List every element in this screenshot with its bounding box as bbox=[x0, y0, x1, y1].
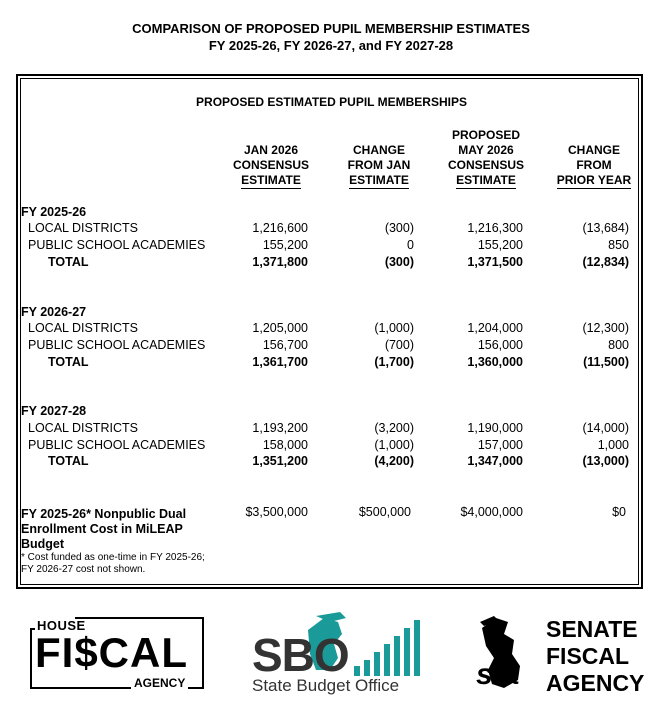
row-label-total: TOTAL bbox=[48, 255, 89, 269]
cell-change-prior-year: (12,300) bbox=[582, 321, 629, 335]
cell-change-from-jan: (300) bbox=[384, 255, 414, 269]
section-year-label: FY 2026-27 bbox=[21, 305, 87, 319]
row-label-total: TOTAL bbox=[48, 355, 89, 369]
cell-jan-estimate: $3,500,000 bbox=[245, 505, 308, 519]
cell-may-estimate: 157,000 bbox=[477, 438, 523, 452]
cell-change-from-jan: $500,000 bbox=[358, 505, 411, 519]
cell-change-from-jan: (1,000) bbox=[374, 438, 414, 452]
cell-change-from-jan: (700) bbox=[384, 338, 414, 352]
column-header-change-from-jan: CHANGE FROM JAN ESTIMATE bbox=[347, 143, 411, 187]
house-fiscal-agency-logo: HOUSE FI$CAL AGENCY bbox=[27, 616, 207, 696]
cell-may-estimate: 1,347,000 bbox=[467, 454, 523, 468]
cell-change-prior-year: (14,000) bbox=[582, 421, 629, 435]
cell-jan-estimate: 1,216,600 bbox=[252, 221, 308, 235]
cell-change-prior-year: 800 bbox=[608, 338, 629, 352]
cell-change-from-jan: (1,700) bbox=[374, 355, 414, 369]
cell-jan-estimate: 156,700 bbox=[262, 338, 308, 352]
column-header-may-estimate: PROPOSED MAY 2026 CONSENSUS ESTIMATE bbox=[447, 128, 524, 187]
column-header-jan-estimate: JAN 2026 CONSENSUS ESTIMATE bbox=[232, 143, 309, 187]
cell-jan-estimate: 1,205,000 bbox=[252, 321, 308, 335]
cell-change-prior-year: (13,684) bbox=[582, 221, 629, 235]
row-label: PUBLIC SCHOOL ACADEMIES bbox=[28, 338, 206, 352]
cell-may-estimate: 1,204,000 bbox=[467, 321, 523, 335]
section-year-label: FY 2025-26 bbox=[21, 205, 87, 219]
table-subtitle: PROPOSED ESTIMATED PUPIL MEMBERSHIPS bbox=[196, 95, 467, 109]
cell-change-prior-year: (11,500) bbox=[583, 355, 629, 369]
section-year-label: FY 2027-28 bbox=[21, 404, 87, 418]
cell-change-from-jan: (1,000) bbox=[374, 321, 414, 335]
row-label: LOCAL DISTRICTS bbox=[28, 321, 138, 335]
page-title-line-1: COMPARISON OF PROPOSED PUPIL MEMBERSHIP ESTIMATES bbox=[132, 21, 530, 36]
row-label-total: TOTAL bbox=[48, 454, 89, 468]
cell-may-estimate: 1,190,000 bbox=[467, 421, 523, 435]
cell-jan-estimate: 158,000 bbox=[262, 438, 308, 452]
senate-fiscal-agency-logo: sfa SENATE FISCAL AGENCY bbox=[476, 616, 645, 696]
cell-jan-estimate: 1,371,800 bbox=[252, 255, 308, 269]
cell-may-estimate: 155,200 bbox=[477, 238, 523, 252]
cell-change-from-jan: (300) bbox=[384, 221, 414, 235]
row-label: PUBLIC SCHOOL ACADEMIES bbox=[28, 238, 206, 252]
cell-change-prior-year: (13,000) bbox=[582, 454, 629, 468]
cell-change-from-jan: (3,200) bbox=[374, 421, 414, 435]
cell-change-prior-year: 1,000 bbox=[597, 438, 629, 452]
cell-jan-estimate: 1,361,700 bbox=[252, 355, 308, 369]
cell-may-estimate: 1,371,500 bbox=[467, 255, 523, 269]
cell-may-estimate: 156,000 bbox=[477, 338, 523, 352]
column-header-change-prior-year: CHANGE FROM PRIOR YEAR bbox=[556, 143, 632, 187]
page-title-line-2: FY 2025-26, FY 2026-27, and FY 2027-28 bbox=[208, 38, 454, 53]
cell-change-from-jan: (4,200) bbox=[374, 454, 414, 468]
footnote: * Cost funded as one-time in FY 2025-26; FY 2026-27 cost not shown. bbox=[21, 552, 205, 575]
row-label: LOCAL DISTRICTS bbox=[28, 221, 138, 235]
row-label: PUBLIC SCHOOL ACADEMIES bbox=[28, 438, 206, 452]
cell-change-prior-year: (12,834) bbox=[582, 255, 629, 269]
cell-change-from-jan: 0 bbox=[407, 238, 414, 252]
cell-may-estimate: 1,216,300 bbox=[467, 221, 523, 235]
cell-jan-estimate: 1,351,200 bbox=[252, 454, 308, 468]
cell-jan-estimate: 155,200 bbox=[262, 238, 308, 252]
cell-may-estimate: 1,360,000 bbox=[467, 355, 523, 369]
cell-may-estimate: $4,000,000 bbox=[460, 505, 523, 519]
row-label: LOCAL DISTRICTS bbox=[28, 421, 138, 435]
cell-change-prior-year: 850 bbox=[608, 238, 629, 252]
nonpublic-label: FY 2025-26* Nonpublic Dual Enrollment Cost in MiLEAP Budget bbox=[21, 507, 187, 551]
cell-jan-estimate: 1,193,200 bbox=[252, 421, 308, 435]
cell-change-prior-year: $0 bbox=[612, 505, 626, 519]
state-budget-office-logo: SBO State Budget Office bbox=[250, 610, 426, 698]
